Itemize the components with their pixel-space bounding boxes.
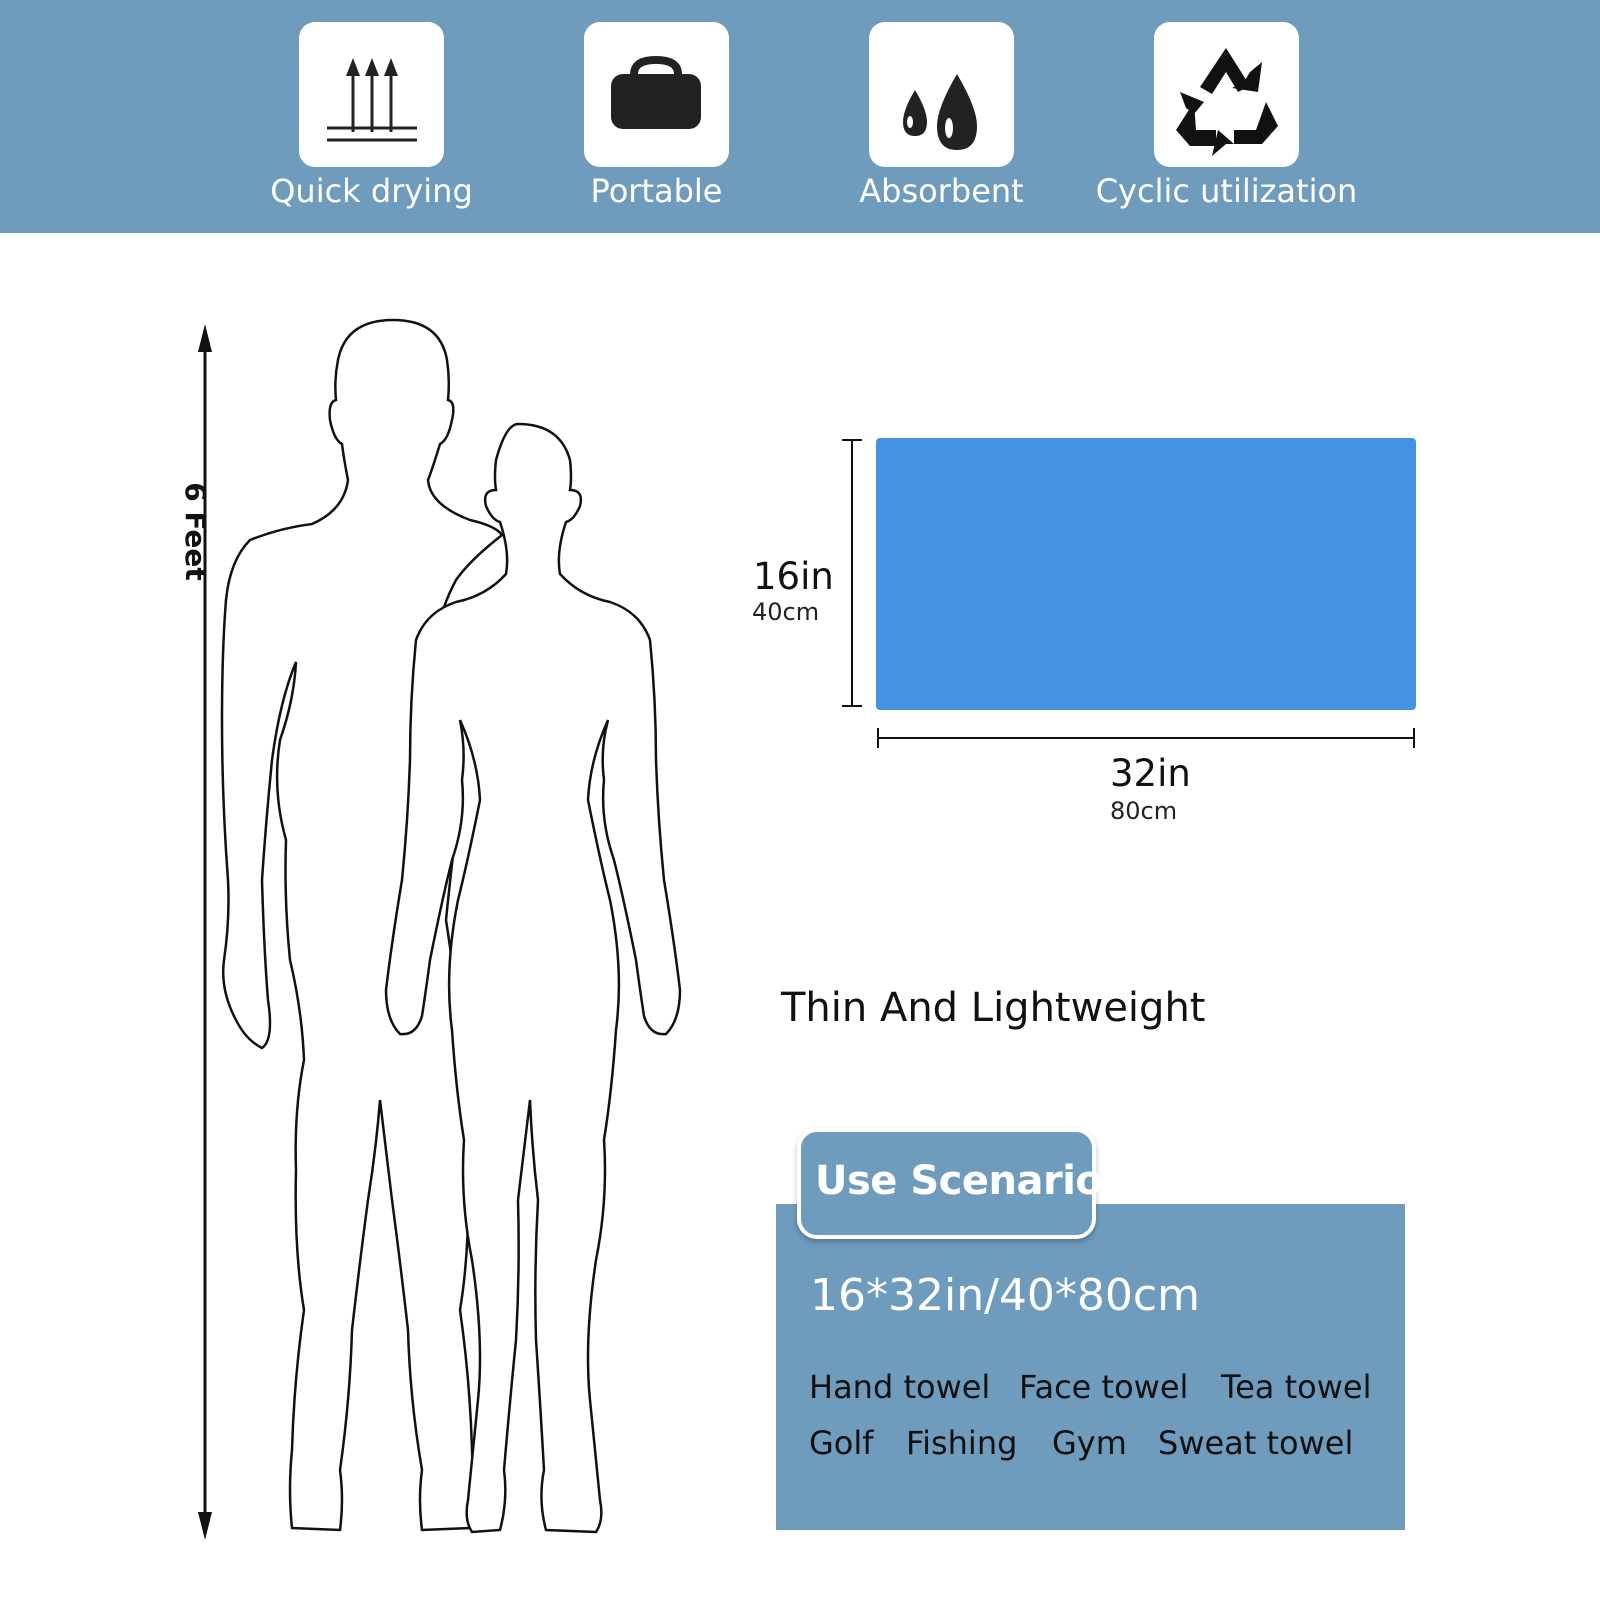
towel-height-cm: 40cm	[752, 598, 820, 626]
use-item: Sweat towel	[1158, 1424, 1354, 1462]
height-label: 6 Feet	[178, 482, 212, 581]
use-scenarios-panel	[776, 1204, 1405, 1530]
use-item: Hand towel	[809, 1368, 991, 1406]
feature-label: Quick drying	[270, 172, 473, 210]
feature-label: Absorbent	[859, 172, 1024, 210]
product-tagline: Thin And Lightweight	[781, 985, 1206, 1031]
towel-height-inches: 16in	[753, 555, 834, 598]
feature-label: Portable	[590, 172, 723, 210]
use-item: Golf	[809, 1424, 874, 1462]
use-scenarios-heading: Use Scenarios	[815, 1158, 1126, 1204]
towel-width-cm: 80cm	[1110, 797, 1178, 825]
feature-label: Cyclic utilization	[1095, 172, 1358, 210]
use-scenarios-tab	[797, 1128, 1126, 1239]
towel-width-inches: 32in	[1110, 752, 1191, 795]
use-item: Gym	[1052, 1424, 1127, 1462]
use-item: Fishing	[906, 1424, 1018, 1462]
use-item: Tea towel	[1221, 1368, 1372, 1406]
size-spec: 16*32in/40*80cm	[810, 1270, 1200, 1321]
use-item: Face towel	[1019, 1368, 1189, 1406]
